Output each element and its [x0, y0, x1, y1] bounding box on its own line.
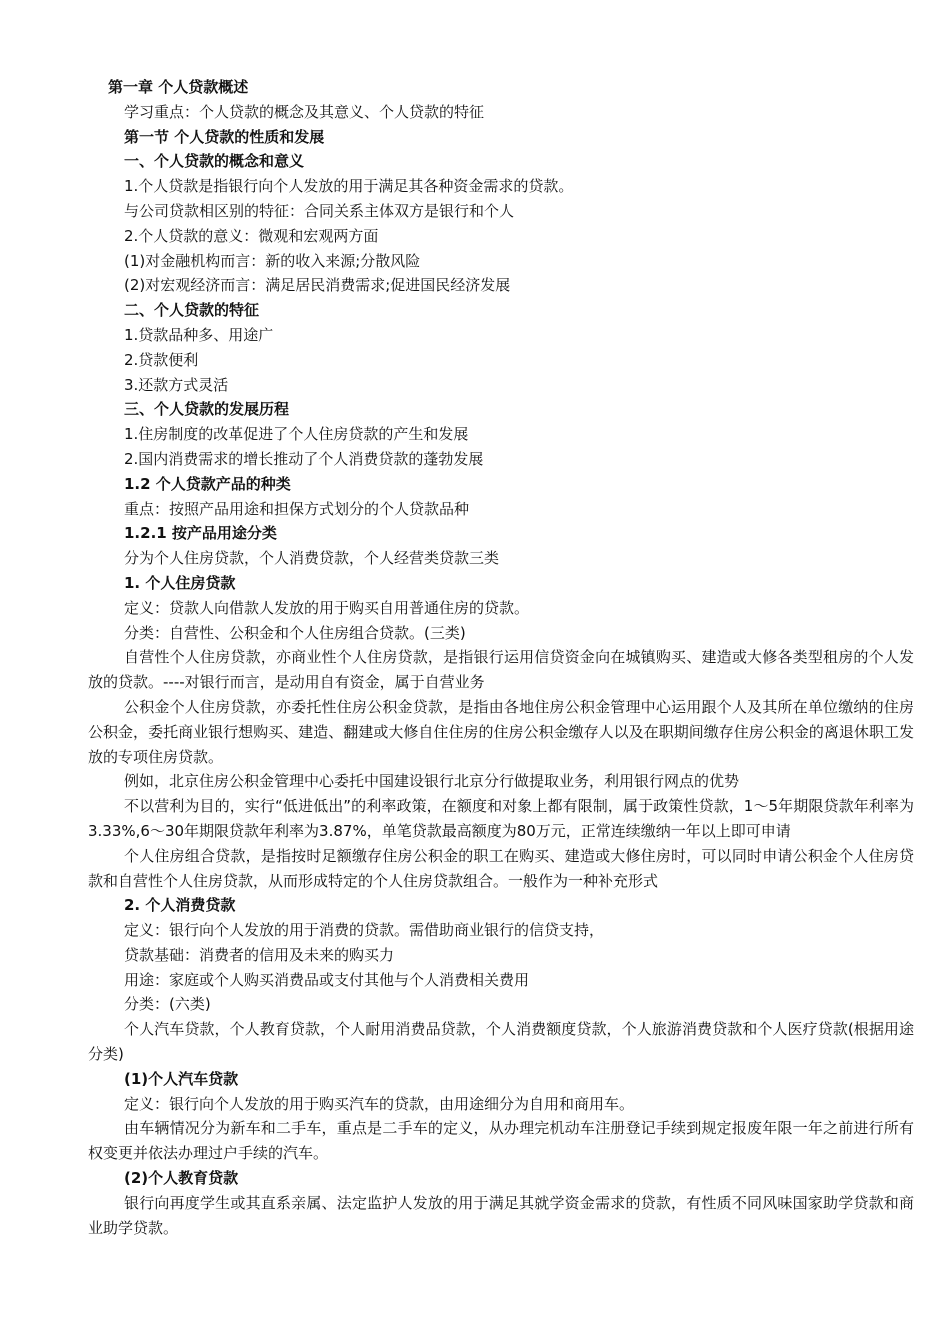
section-heading: 1.2 个人贷款产品的种类 — [124, 474, 291, 493]
section-heading: 1. 个人住房贷款 — [124, 573, 236, 592]
text-line: 与公司贷款相区别的特征：合同关系主体双方是银行和个人 — [124, 201, 515, 220]
body-paragraph: 公积金个人住房贷款，亦委托性住房公积金贷款，是指由各地住房公积金管理中心运用跟个人及其所在单位缴纳的住房公积金，委托商业银行想购买、建造、翻建或大修自住住房的住房公积金缴存人以及在职期间缴存住房公积金的离退休职工发放的专项住房贷款。 — [88, 697, 914, 766]
body-paragraph: 由车辆情况分为新车和二手车，重点是二手车的定义，从办理完机动车注册登记手续到规定报废年限一年之前进行所有权变更并依法办理过户手续的汽车。 — [88, 1119, 914, 1163]
body-paragraph: 例如，北京住房公积金管理中心委托中国建设银行北京分行做提取业务，利用银行网点的优势 — [124, 772, 740, 791]
text-line: 用途：家庭或个人购买消费品或支付其他与个人消费相关费用 — [124, 970, 530, 989]
section-heading: 2. 个人消费贷款 — [124, 896, 236, 915]
body-paragraph: 个人汽车贷款，个人教育贷款，个人耐用消费品贷款，个人消费额度贷款，个人旅游消费贷款和个人医疗贷款(根据用途分类) — [88, 1020, 914, 1064]
text-line: 2.个人贷款的意义：微观和宏观两方面 — [124, 226, 379, 245]
section-heading: 一、个人贷款的概念和意义 — [124, 152, 305, 171]
section-heading: 第一章 个人贷款概述 — [108, 78, 249, 96]
body-paragraph: 自营性个人住房贷款，亦商业性个人住房贷款，是指银行运用信贷资金向在城镇购买、建造或大修各类型租房的个人发放的贷款。----对银行而言，是动用自有资金，属于自营业务 — [88, 648, 914, 692]
text-line: 定义：银行向个人发放的用于购买汽车的贷款，由用途细分为自用和商用车。 — [124, 1094, 635, 1113]
text-line: 重点：按照产品用途和担保方式划分的个人贷款品种 — [124, 499, 470, 518]
section-heading: 二、个人贷款的特征 — [124, 301, 260, 320]
text-line: 1.个人贷款是指银行向个人发放的用于满足其各种资金需求的贷款。 — [124, 177, 574, 196]
text-line: 1.贷款品种多、用途广 — [124, 325, 274, 344]
text-line: 2.贷款便利 — [124, 350, 199, 369]
text-line: 2.国内消费需求的增长推动了个人消费贷款的蓬勃发展 — [124, 449, 484, 468]
body-paragraph: 银行向再度学生或其直系亲属、法定监护人发放的用于满足其就学资金需求的贷款，有性质不同风味国家助学贷款和商业助学贷款。 — [88, 1193, 914, 1237]
text-line: 1.住房制度的改革促进了个人住房贷款的产生和发展 — [124, 425, 469, 444]
text-line: 分类：自营性、公积金和个人住房组合贷款。(三类) — [124, 623, 466, 642]
text-line: 贷款基础：消费者的信用及未来的购买力 — [124, 945, 395, 964]
text-line: 分类：(六类) — [124, 995, 211, 1014]
section-heading: 第一节 个人贷款的性质和发展 — [124, 127, 325, 146]
section-heading: (1)个人汽车贷款 — [124, 1069, 239, 1088]
text-line: 分为个人住房贷款，个人消费贷款，个人经营类贷款三类 — [124, 549, 500, 568]
text-line: 定义：银行向个人发放的用于消费的贷款。需借助商业银行的信贷支持， — [124, 921, 605, 940]
text-line: (2)对宏观经济而言：满足居民消费需求;促进国民经济发展 — [124, 276, 511, 295]
text-line: 定义：贷款人向借款人发放的用于购买自用普通住房的贷款。 — [124, 598, 530, 617]
text-line: 3.还款方式灵活 — [124, 375, 229, 394]
text-line: (1)对金融机构而言：新的收入来源;分散风险 — [124, 251, 421, 270]
text-line: 学习重点：个人贷款的概念及其意义、个人贷款的特征 — [124, 102, 485, 121]
section-heading: 三、个人贷款的发展历程 — [124, 400, 290, 419]
body-paragraph: 个人住房组合贷款，是指按时足额缴存住房公积金的职工在购买、建造或大修住房时，可以同时申请公积金个人住房贷款和自营性个人住房贷款，从而形成特定的个人住房贷款组合。一般作为一种补充形式 — [88, 846, 914, 890]
section-heading: 1.2.1 按产品用途分类 — [124, 524, 277, 543]
section-heading: (2)个人教育贷款 — [124, 1169, 239, 1188]
body-paragraph: 不以营利为目的，实行“低进低出”的利率政策，在额度和对象上都有限制，属于政策性贷款，1～5年期限贷款年利率为3.33%,6～30年期限贷款年利率为3.87%，单笔贷款最高额度为80万元，正常连续缴纳一年以上即可申请 — [88, 797, 914, 840]
document-page — [88, 75, 914, 1240]
